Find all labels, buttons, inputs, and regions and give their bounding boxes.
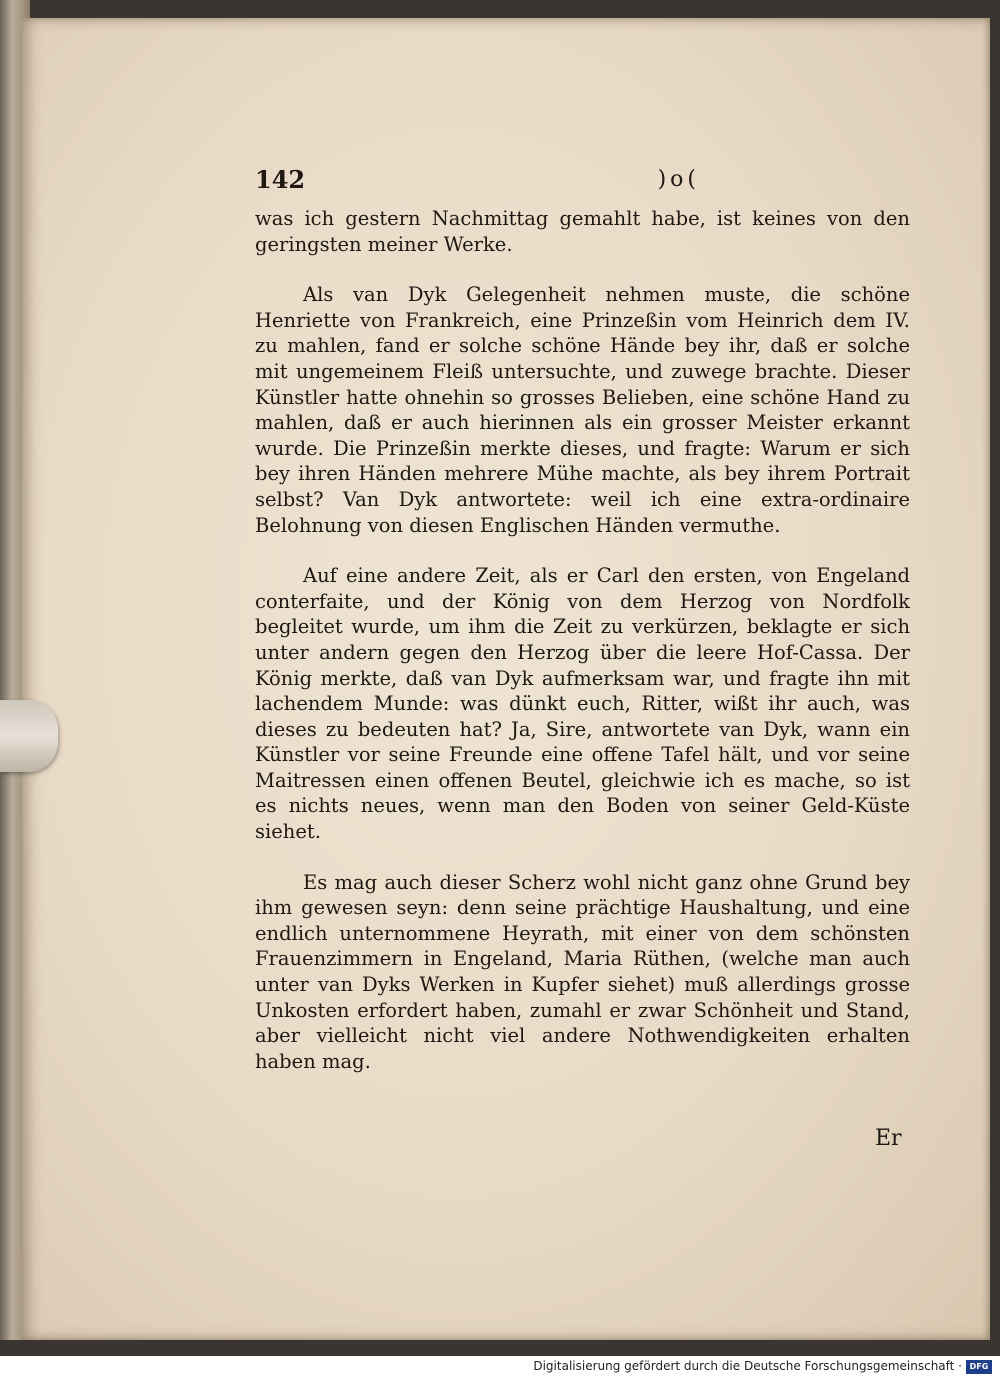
page-header (255, 160, 910, 200)
catchword: Er (875, 1126, 902, 1151)
paragraph-scherz: Es mag auch dieser Scherz wohl nicht ganz ohne Grund bey ihm gewesen seyn: denn seine prächtige Haushaltung, und eine endlich unternommene Heyrath, mit einer von dem schönsten Frauenzimmern in Engeland, Maria Rüthen, (welche man auch unter van Dyks Werken in Kupfer siehet) muß allerdings grosse Unkosten erfordert haben, zumahl er zwar Schönheit und Stand, aber vielleicht nicht viel andere Nothwendigkeiten erhalten haben mag. (255, 870, 910, 1073)
page-text (255, 160, 910, 1074)
paragraph-carl: Auf eine andere Zeit, als er Carl den ersten, von Engeland conterfaite, und der König von dem Herzog von Nordfolk begleitet wurde, um ihm die Zeit zu verkürzen, beklagte er sich unter andern gegen den Herzog über die leere Hof-Cassa. Der König merkte, daß van Dyk aufmerksam war, und fragte ihn mit lachendem Munde: was dünkt euch, Ritter, wißt ihr auch, was dieses zu bedeuten hat? Ja, Sire, antwortete van Dyk, wann ein Künstler vor seine Freunde eine offene Tafel hält, und vor seine Maitressen einen offenen Beutel, gleichwie ich es mache, so ist es nichts neues, wenn man den Boden von seiner Geld-Küste siehet. (255, 564, 910, 844)
header-ornament: )o( (657, 167, 700, 193)
page-clip (0, 700, 58, 772)
paragraph-continuation: was ich gestern Nachmittag gemahlt habe, ist keines von den geringsten meiner Werke. (255, 207, 910, 256)
footer-bar (0, 1356, 1000, 1378)
dfg-logo: DFG (966, 1360, 992, 1374)
page-number: 142 (255, 165, 306, 195)
paragraph-henriette: Als van Dyk Gelegenheit nehmen muste, die schöne Henriette von Frankreich, eine Prinzeßin vom Heinrich dem IV. zu mahlen, fand er solche schöne Hände bey ihr, daß er solche mit ungemeinem Fleiß untersuchte, und zuwege brachte. Dieser Künstler hatte ohnehin so grosses Belieben, eine schöne Hand zu mahlen, daß er auch hierinnen als ein grosser Meister erkannt wurde. Die Prinzeßin merkte dieses, und fragte: Warum er sich bey ihren Händen mehrere Mühe machte, als bey ihrem Portrait selbst? Van Dyk antwortete: weil ich eine extra-ordinaire Belohnung von diesen Englischen Händen vermuthe. (255, 283, 910, 537)
footer-credit: Digitalisierung gefördert durch die Deutsche Forschungsgemeinschaft · (533, 1359, 962, 1373)
